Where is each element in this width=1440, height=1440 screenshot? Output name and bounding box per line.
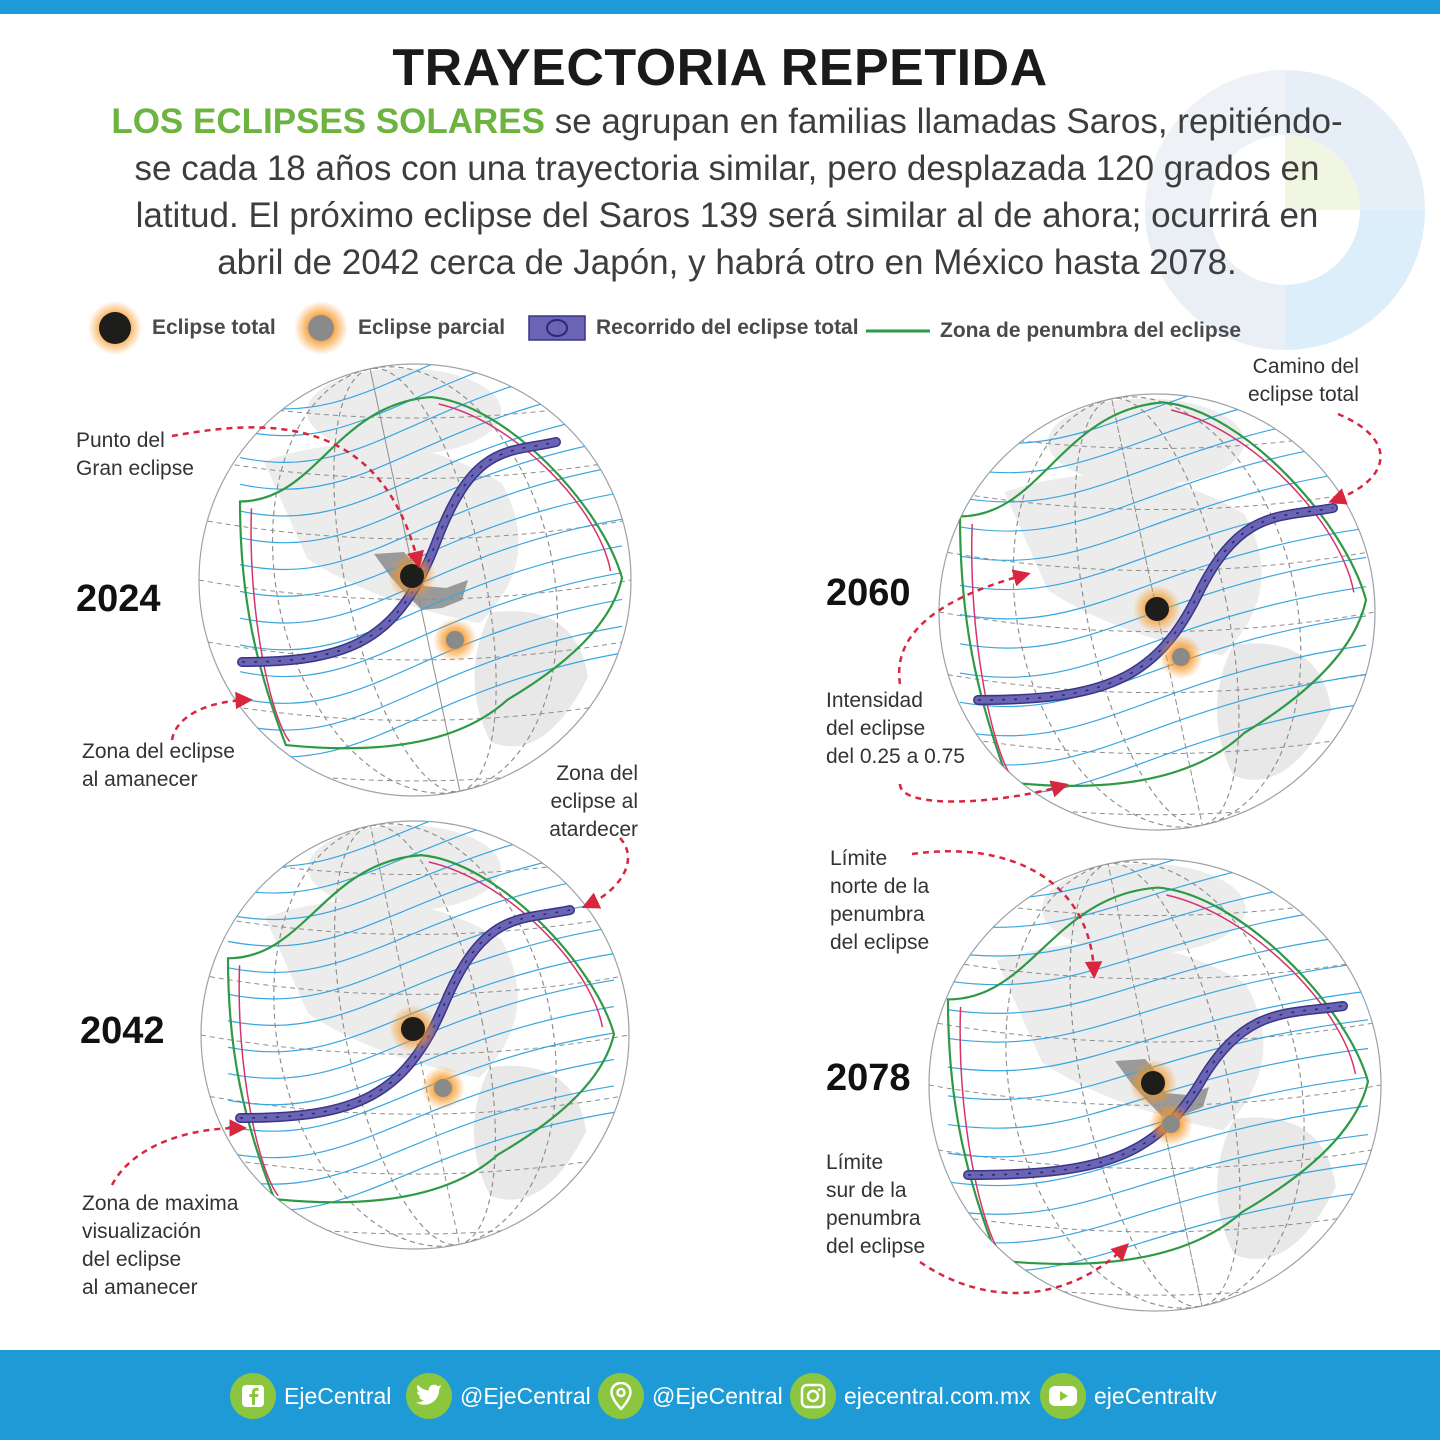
social-twitter[interactable] — [406, 1372, 591, 1420]
intro-line-1: se agrupan en familias llamadas Saros, repitiéndo- — [545, 102, 1343, 141]
social-facebook-text: EjeCentral — [284, 1382, 392, 1409]
note-line: eclipse al — [550, 790, 638, 813]
note-max-view — [82, 1190, 238, 1302]
social-location-text: @EjeCentral — [652, 1382, 783, 1409]
note-total-path — [1248, 353, 1359, 409]
social-instagram-text: ejecentral.com.mx — [844, 1382, 1031, 1409]
legend-total-label: Eclipse total — [152, 316, 276, 339]
legend-penumbra-label: Zona de penumbra del eclipse — [940, 319, 1242, 342]
social-facebook[interactable] — [230, 1372, 391, 1420]
note-line: sur de la — [826, 1179, 907, 1202]
total-eclipse-marker — [400, 564, 424, 588]
arrow-sunrise-zone — [172, 700, 246, 740]
partial-eclipse-marker — [1162, 1115, 1180, 1133]
note-line: eclipse total — [1248, 383, 1359, 406]
year-2078-label: 2078 — [826, 1057, 911, 1099]
social-location[interactable] — [598, 1372, 783, 1420]
note-line: del eclipse — [826, 1235, 926, 1258]
note-line: penumbra — [830, 903, 925, 926]
note-line: al amanecer — [82, 768, 198, 791]
note-line: penumbra — [826, 1207, 921, 1230]
note-line: Camino del — [1252, 355, 1359, 378]
social-twitter-text: @EjeCentral — [460, 1382, 591, 1409]
intro-line-3: latitud. El próximo eclipse del Saros 139 será similar al de ahora; ocurrirá en — [135, 196, 1319, 235]
page-title: TRAYECTORIA REPETIDA — [392, 39, 1048, 97]
social-youtube-text: ejeCentraltv — [1094, 1382, 1217, 1409]
note-line: norte de la — [830, 875, 930, 898]
globe-1 — [199, 305, 631, 820]
note-great-eclipse — [76, 427, 194, 483]
total-eclipse-marker — [401, 1017, 425, 1041]
note-line: del eclipse — [82, 1248, 182, 1271]
social-instagram[interactable] — [790, 1372, 1031, 1420]
intro-line-2: se cada 18 años con una trayectoria similar, pero desplazada 120 grados en — [134, 149, 1320, 188]
note-sunrise-zone — [82, 738, 235, 794]
instagram-icon — [790, 1373, 836, 1419]
social-youtube[interactable] — [1040, 1372, 1217, 1420]
note-line: Gran eclipse — [76, 457, 194, 480]
note-line: del 0.25 a 0.75 — [826, 745, 965, 768]
note-line: al amanecer — [82, 1276, 198, 1299]
intro-highlight: LOS ECLIPSES SOLARES — [111, 102, 546, 141]
legend-path-label: Recorrido del eclipse total — [596, 316, 859, 339]
total-eclipse-marker — [1141, 1071, 1165, 1095]
globe-4 — [929, 819, 1381, 1336]
legend-partial-label: Eclipse parcial — [358, 316, 506, 339]
partial-eclipse-marker — [1172, 648, 1190, 666]
note-line: Zona del — [556, 762, 638, 785]
location-pin-icon — [598, 1373, 644, 1419]
note-line: Límite — [830, 847, 888, 870]
note-sunset-zone — [540, 760, 638, 844]
intro-line-4: abril de 2042 cerca de Japón, y habrá otro en México hasta 2078. — [217, 243, 1237, 282]
total-eclipse-marker — [1145, 597, 1169, 621]
arrow-sunset-zone — [588, 838, 628, 905]
youtube-icon — [1040, 1373, 1086, 1419]
arrow-total-path — [1335, 414, 1381, 500]
note-line: Punto del — [76, 429, 165, 452]
note-intensity — [826, 687, 965, 771]
globe-3 — [201, 768, 629, 1272]
note-line: del eclipse — [826, 717, 926, 740]
year-2060-label: 2060 — [826, 572, 911, 614]
facebook-icon — [230, 1373, 276, 1419]
year-2024-label: 2024 — [76, 578, 161, 620]
note-line: Límite — [826, 1151, 884, 1174]
partial-eclipse-marker — [446, 631, 464, 649]
note-line: del eclipse — [830, 931, 930, 954]
note-line: Intensidad — [826, 689, 923, 712]
twitter-icon — [406, 1373, 452, 1419]
note-south-limit — [826, 1149, 925, 1261]
note-line: atardecer — [549, 818, 638, 841]
partial-eclipse-marker — [434, 1079, 452, 1097]
arrow-max-view — [112, 1128, 240, 1185]
note-line: visualización — [82, 1220, 202, 1243]
year-2042-label: 2042 — [80, 1010, 165, 1052]
note-line: Zona de maxima — [82, 1192, 239, 1215]
note-line: Zona del eclipse — [82, 740, 235, 763]
note-north-limit — [830, 845, 929, 957]
